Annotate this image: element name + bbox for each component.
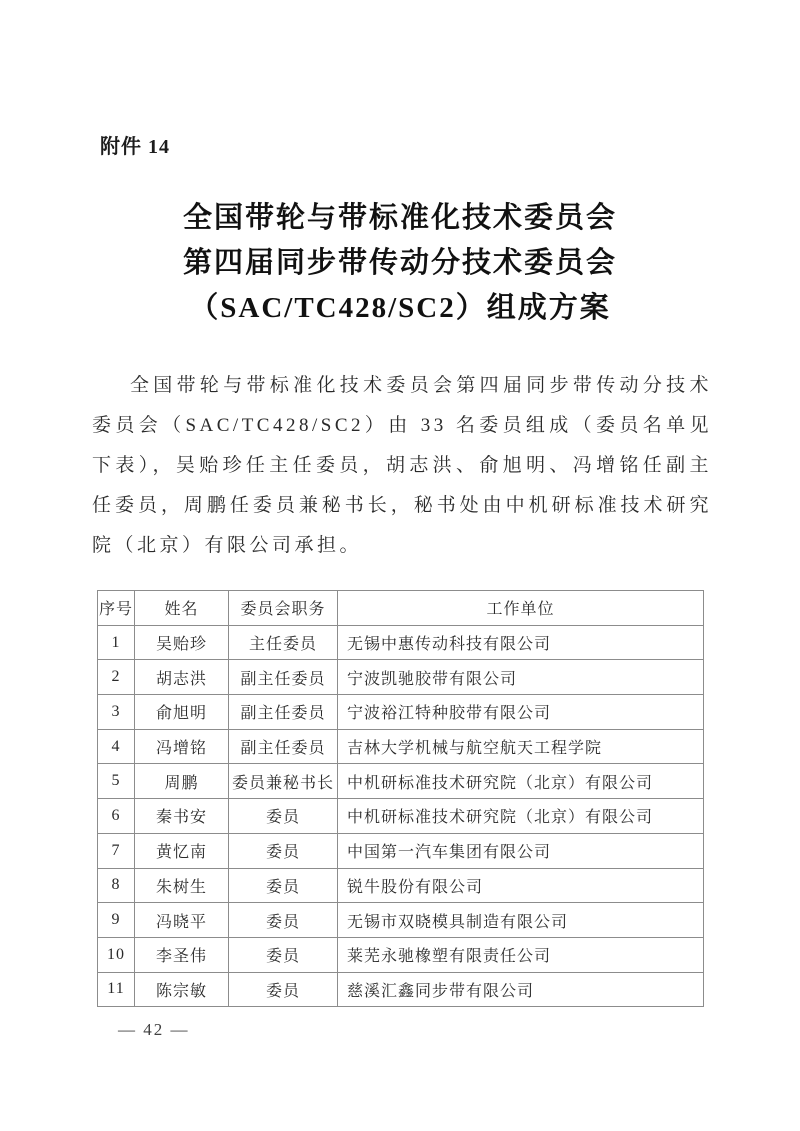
cell-index: 1: [98, 625, 135, 660]
cell-role: 主任委员: [229, 625, 338, 660]
cell-role: 委员兼秘书长: [229, 764, 338, 799]
table-row: [98, 972, 704, 1007]
cell-index: 10: [98, 937, 135, 972]
table-row: [98, 625, 704, 660]
cell-name: 吴贻珍: [135, 625, 229, 660]
table-row: [98, 729, 704, 764]
table-row: [98, 903, 704, 938]
attachment-label: 附件 14: [100, 136, 170, 158]
cell-role: 副主任委员: [229, 695, 338, 730]
cell-index: 11: [98, 972, 135, 1007]
cell-index: 8: [98, 868, 135, 903]
cell-name: 冯增铭: [135, 729, 229, 764]
cell-organization: 慈溪汇鑫同步带有限公司: [338, 972, 704, 1007]
title-line-1: 全国带轮与带标准化技术委员会: [182, 202, 617, 234]
cell-organization: 中机研标准技术研究院（北京）有限公司: [338, 799, 704, 834]
cell-organization: 宁波裕江特种胶带有限公司: [338, 695, 704, 730]
cell-name: 黄忆南: [135, 833, 229, 868]
cell-index: 6: [98, 799, 135, 834]
document-title: [0, 196, 800, 331]
cell-role: 委员: [229, 833, 338, 868]
cell-role: 委员: [229, 799, 338, 834]
table-row: [98, 660, 704, 695]
header-name: 姓名: [135, 591, 229, 626]
cell-role: 委员: [229, 937, 338, 972]
cell-organization: 吉林大学机械与航空航天工程学院: [338, 729, 704, 764]
cell-name: 俞旭明: [135, 695, 229, 730]
cell-organization: 无锡中惠传动科技有限公司: [338, 625, 704, 660]
title-line-2: 第四届同步带传动分技术委员会: [182, 247, 617, 279]
cell-index: 3: [98, 695, 135, 730]
header-organization: 工作单位: [338, 591, 704, 626]
table-header-row: [98, 591, 704, 626]
intro-paragraph: 全国带轮与带标准化技术委员会第四届同步带传动分技术委员会（SAC/TC428/SC2）由 33 名委员组成（委员名单见下表），吴贻珍任主任委员，胡志洪、俞旭明、冯增铭任副主任委员，周鹏任委员兼秘书长，秘书处由中机研标准技术研究院（北京）有限公司承担。: [92, 375, 712, 556]
cell-organization: 无锡市双晓模具制造有限公司: [338, 903, 704, 938]
cell-index: 7: [98, 833, 135, 868]
cell-name: 李圣伟: [135, 937, 229, 972]
cell-organization: 莱芜永驰橡塑有限责任公司: [338, 937, 704, 972]
table-row: [98, 833, 704, 868]
cell-role: 委员: [229, 903, 338, 938]
table-row: [98, 695, 704, 730]
cell-organization: 中机研标准技术研究院（北京）有限公司: [338, 764, 704, 799]
cell-role: 副主任委员: [229, 729, 338, 764]
cell-role: 副主任委员: [229, 660, 338, 695]
cell-name: 朱树生: [135, 868, 229, 903]
page-number: — 42 —: [118, 1020, 190, 1039]
header-role: 委员会职务: [229, 591, 338, 626]
cell-name: 周鹏: [135, 764, 229, 799]
cell-name: 秦书安: [135, 799, 229, 834]
table-row: [98, 799, 704, 834]
cell-name: 胡志洪: [135, 660, 229, 695]
cell-role: 委员: [229, 868, 338, 903]
cell-name: 冯晓平: [135, 903, 229, 938]
cell-role: 委员: [229, 972, 338, 1007]
cell-index: 5: [98, 764, 135, 799]
cell-organization: 宁波凯驰胶带有限公司: [338, 660, 704, 695]
cell-index: 2: [98, 660, 135, 695]
cell-organization: 中国第一汽车集团有限公司: [338, 833, 704, 868]
cell-name: 陈宗敏: [135, 972, 229, 1007]
title-line-3: （SAC/TC428/SC2）组成方案: [189, 292, 611, 324]
cell-index: 4: [98, 729, 135, 764]
member-table: [97, 590, 704, 1007]
cell-index: 9: [98, 903, 135, 938]
table-row: [98, 937, 704, 972]
cell-organization: 锐牛股份有限公司: [338, 868, 704, 903]
table-row: [98, 764, 704, 799]
table-row: [98, 868, 704, 903]
header-index: 序号: [98, 591, 135, 626]
